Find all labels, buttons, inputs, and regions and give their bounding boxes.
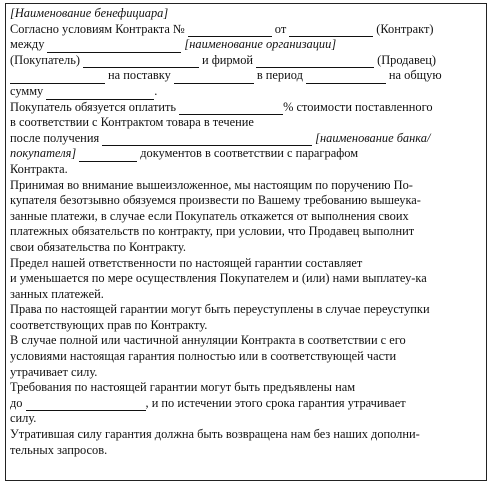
payment-line xyxy=(10,100,480,116)
documents-line xyxy=(10,146,480,162)
return-line-2 xyxy=(10,443,480,459)
contract-number-blank xyxy=(188,25,272,37)
buyer-blank xyxy=(83,56,199,68)
liability-line xyxy=(10,256,480,272)
party-blank xyxy=(47,41,181,53)
beneficiary-line xyxy=(10,6,480,22)
obligation-line-4 xyxy=(10,224,480,240)
return-text: Утратившая силу гарантия должна быть возвращена нам без наших дополни- xyxy=(10,427,420,442)
buyer-label: (Покупатель) xyxy=(10,52,80,67)
percent-blank xyxy=(179,103,283,115)
claims-until-text: до xyxy=(10,395,23,410)
annulment-text: утрачивает силу. xyxy=(10,364,98,379)
sum-line xyxy=(10,84,480,100)
expiry-date-blank xyxy=(26,399,146,411)
annulment-line-1 xyxy=(10,333,480,349)
claims-line-2 xyxy=(10,396,480,412)
rights-line-1 xyxy=(10,302,480,318)
total-text: на общую xyxy=(388,68,442,83)
obligation-text: купателя безотзывно обязуемся произвести по Вашему требованию вышеука- xyxy=(10,193,421,208)
claims-end-text: силу. xyxy=(10,411,37,426)
bank-placeholder: [наименование банка/ xyxy=(315,130,431,145)
percent-text: % стоимости поставленного xyxy=(283,99,433,114)
reduction-line-1 xyxy=(10,271,480,287)
contract-text: Согласно условиям Контракта № xyxy=(10,21,185,36)
obligation-text: занные платежи, в случае если Покупатель откажется от выполнения своих xyxy=(10,208,409,223)
organization-placeholder: [наименование организации] xyxy=(184,37,337,52)
term-line xyxy=(10,115,480,131)
documents-text: документов в соответствии с параграфом xyxy=(140,146,359,161)
receipt-text: после получения xyxy=(10,130,100,145)
firm-text: и фирмой xyxy=(202,52,254,67)
between-line xyxy=(10,37,480,53)
sum-period: . xyxy=(154,83,158,98)
obligation-text: свои обязательства по Контракту. xyxy=(10,239,186,254)
contract-end-line xyxy=(10,162,480,178)
beneficiary-placeholder: [Наименование бенефициара] xyxy=(10,6,169,20)
reduction-text: занных платежей. xyxy=(10,286,104,301)
guarantee-document xyxy=(10,6,480,458)
seller-label: (Продавец) xyxy=(377,52,437,67)
between-text: между xyxy=(10,37,45,52)
contract-from-text: от xyxy=(274,21,287,36)
obligation-line-5 xyxy=(10,240,480,256)
contract-date-blank xyxy=(289,25,373,37)
contract-end-text: Контракта. xyxy=(10,161,68,176)
claims-line-1 xyxy=(10,380,480,396)
sum-text: сумму xyxy=(10,83,44,98)
buyer-placeholder: покупателя] xyxy=(10,146,77,161)
delivery-line xyxy=(10,68,480,84)
claims-text: Требования по настоящей гарантии могут быть предъявлены нам xyxy=(10,380,356,395)
contract-label: (Контракт) xyxy=(376,21,434,36)
delivery-blank xyxy=(174,72,254,84)
rights-line-2 xyxy=(10,318,480,334)
payment-text: Покупатель обязуется оплатить xyxy=(10,99,177,114)
sum-blank xyxy=(46,88,154,100)
obligation-line-3 xyxy=(10,209,480,225)
buyer-line xyxy=(10,53,480,69)
goods-blank xyxy=(10,72,105,84)
claims-line-3 xyxy=(10,411,480,427)
annulment-line-3 xyxy=(10,365,480,381)
obligation-text: платежных обязательств по контракту, при условии, что Продавец выполнит xyxy=(10,224,415,239)
receipt-line xyxy=(10,131,480,147)
rights-text: Права по настоящей гарантии могут быть переуступлены в случае переуступки xyxy=(10,302,430,317)
contract-line xyxy=(10,22,480,38)
rights-text: соответствующих прав по Контракту. xyxy=(10,317,208,332)
obligation-text: Принимая во внимание вышеизложенное, мы настоящим по поручению По- xyxy=(10,177,413,192)
annulment-text: условиями настоящая гарантия полностью или в соответствующей части xyxy=(10,349,397,364)
annulment-line-2 xyxy=(10,349,480,365)
firm-blank xyxy=(256,56,374,68)
period-text: в период xyxy=(256,68,303,83)
liability-text: Предел нашей ответственности по настоящей гарантии составляет xyxy=(10,255,363,270)
period-blank xyxy=(306,72,386,84)
reduction-line-2 xyxy=(10,287,480,303)
delivery-text: на поставку xyxy=(108,68,171,83)
term-text: в соответствии с Контрактом товара в течение xyxy=(10,115,254,130)
documents-blank xyxy=(79,150,137,162)
claims-expiry-text: , и по истечении этого срока гарантия утрачивает xyxy=(145,395,406,410)
obligation-line-1 xyxy=(10,178,480,194)
return-text: тельных запросов. xyxy=(10,442,108,457)
obligation-line-2 xyxy=(10,193,480,209)
return-line-1 xyxy=(10,427,480,443)
reduction-text: и уменьшается по мере осуществления Покупателем и (или) нами выплатеу-ка xyxy=(10,271,427,286)
receipt-blank xyxy=(102,134,312,146)
annulment-text: В случае полной или частичной аннуляции Контракта в соответствии с его xyxy=(10,333,406,348)
